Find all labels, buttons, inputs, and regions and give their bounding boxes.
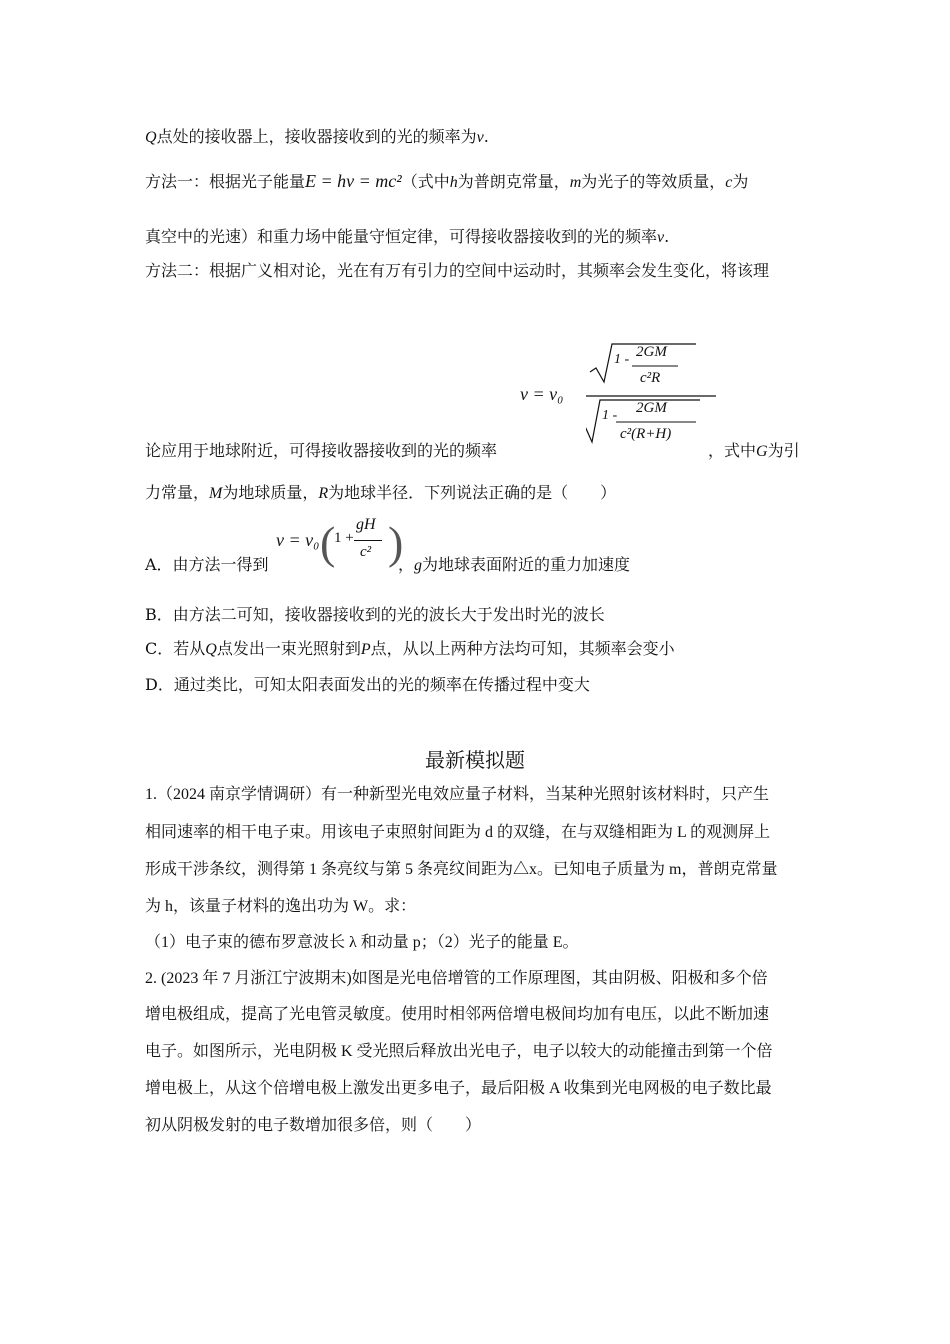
- text-line-3: [145, 226, 669, 249]
- symbol-nu-2: ν: [657, 229, 665, 246]
- opt-a-one-plus: 1 +: [334, 530, 354, 546]
- p2-line-4: 增电极上，从这个倍增电极上激发出更多电子，最后阳极 A 收集到光电网极的电子数比最: [145, 1080, 772, 1097]
- symbol-p: P: [360, 641, 371, 658]
- symbol-h: h: [449, 174, 458, 191]
- symbol-m: m: [569, 174, 582, 191]
- line4-text: 方法二：根据广义相对论，光在有万有引力的空间中运动时，其频率会发生变化，将该理: [145, 261, 770, 280]
- option-c-b: 点发出一束光照射到: [216, 639, 361, 658]
- option-a-label: A．由方法一得到: [145, 555, 269, 574]
- line2-a: 方法一：根据光子能量: [145, 172, 306, 191]
- option-c-c: 点，从以上两种方法均可知，其频率会变小: [370, 639, 675, 658]
- option-a-formula: ν = ν₀ ( 1 + gH c² ): [276, 516, 404, 568]
- symbol-q-c: Q: [205, 641, 217, 658]
- line1-end: .: [483, 127, 489, 146]
- opt-a-tail: ，: [398, 555, 415, 574]
- p1-line-2: 相同速率的相干电子束。用该电子束照射间距为 d 的双缝，在与双缝相距为 L 的观测屏上: [145, 824, 771, 841]
- line2-c1: 为普朗克常量，: [457, 172, 570, 191]
- text-line-1: [145, 126, 489, 149]
- line3-end: .: [664, 227, 670, 246]
- line6-c: 为地球半径．下列说法正确的是（ ）: [328, 483, 617, 502]
- symbol-R: R: [318, 485, 329, 502]
- option-b: [145, 604, 605, 626]
- formula-one-minus-bottom: 1 -: [602, 408, 618, 423]
- symbol-M: M: [209, 485, 223, 502]
- opt-a-den: c²: [360, 544, 372, 560]
- text-line-6: [145, 482, 616, 505]
- p2-line-1: 2. (2023 年 7 月浙江宁波期末)如图是光电倍增管的工作原理图，其由阴极、阳极和多个倍: [145, 970, 768, 987]
- p1-line-3: 形成干涉条纹，测得第 1 条亮纹与第 5 条亮纹间距为△x。已知电子质量为 m，普朗克常量: [145, 861, 778, 878]
- line2-c2: 为光子的等效质量，: [581, 172, 726, 191]
- formula-one-minus-top: 1 -: [614, 352, 630, 367]
- section-heading: 最新模拟题: [425, 748, 525, 772]
- text-line-5-tail: [708, 440, 800, 463]
- symbol-nu: ν: [476, 129, 484, 146]
- energy-formula: E = hν = mc²: [305, 171, 402, 191]
- p1-line-1: 1.（2024 南京学情调研）有一种新型光电效应量子材料，当某种光照射该材料时，只产生: [145, 786, 770, 803]
- option-c: [145, 638, 675, 661]
- opt-a-lhs: ν = ν₀: [276, 530, 320, 550]
- opt-a-tail2: 为地球表面附近的重力加速度: [422, 555, 631, 574]
- p1-line-5: （1）电子束的德布罗意波长 λ 和动量 p；（2）光子的能量 E。: [145, 934, 579, 951]
- line6-a: 力常量，: [145, 483, 210, 502]
- formula-outer-den: c²(R+H): [620, 426, 672, 442]
- opt-a-num: gH: [356, 516, 376, 533]
- option-d-text: D．通过类比，可知太阳表面发出的光的频率在传播过程中变大: [145, 675, 590, 694]
- line5-text: 论应用于地球附近，可得接收器接收到的光的频率: [145, 441, 498, 460]
- formula-inner-num: 2GM: [636, 344, 667, 360]
- option-c-a: C．若从: [145, 639, 206, 658]
- formula-outer-num: 2GM: [636, 400, 667, 416]
- line5-tail: ，式中: [708, 441, 757, 460]
- option-a: [145, 554, 269, 576]
- line5-tail2: 为引: [767, 441, 800, 460]
- option-a-tail: [398, 554, 630, 577]
- symbol-g: g: [414, 557, 423, 574]
- p2-line-5: 初从阴极发射的电子数增加很多倍，则（ ）: [145, 1117, 482, 1134]
- line3-text: 真空中的光速）和重力场中能量守恒定律，可得接收器接收到的光的频率: [145, 227, 658, 246]
- text-line-5: [145, 440, 497, 462]
- text-line-2: [145, 170, 748, 194]
- gr-frequency-formula: [520, 340, 710, 460]
- p2-line-2: 增电极组成，提高了光电管灵敏度。使用时相邻两倍增电极间均加有电压，以此不断加速: [145, 1006, 770, 1023]
- p1-line-4: 为 h，该量子材料的逸出功为 W。求：: [145, 898, 417, 915]
- text-line-4: [145, 260, 769, 282]
- formula-lhs: ν = ν₀: [520, 384, 564, 404]
- option-d: [145, 674, 590, 696]
- symbol-q: Q: [145, 129, 157, 146]
- line1-text: 点处的接收器上，接收器接收到的光的频率为: [156, 127, 477, 146]
- p2-line-3: 电子。如图所示，光电阴极 K 受光照后释放出光电子，电子以较大的动能撞击到第一个倍: [145, 1043, 773, 1060]
- line2-b: （式中: [401, 172, 450, 191]
- symbol-c: c: [725, 174, 733, 191]
- symbol-G: G: [756, 443, 768, 460]
- line6-b: 为地球质量，: [222, 483, 319, 502]
- line2-c3: 为: [732, 172, 749, 191]
- formula-inner-den: c²R: [640, 370, 661, 386]
- option-b-text: B．由方法二可知，接收器接收到的光的波长大于发出时光的波长: [145, 605, 605, 624]
